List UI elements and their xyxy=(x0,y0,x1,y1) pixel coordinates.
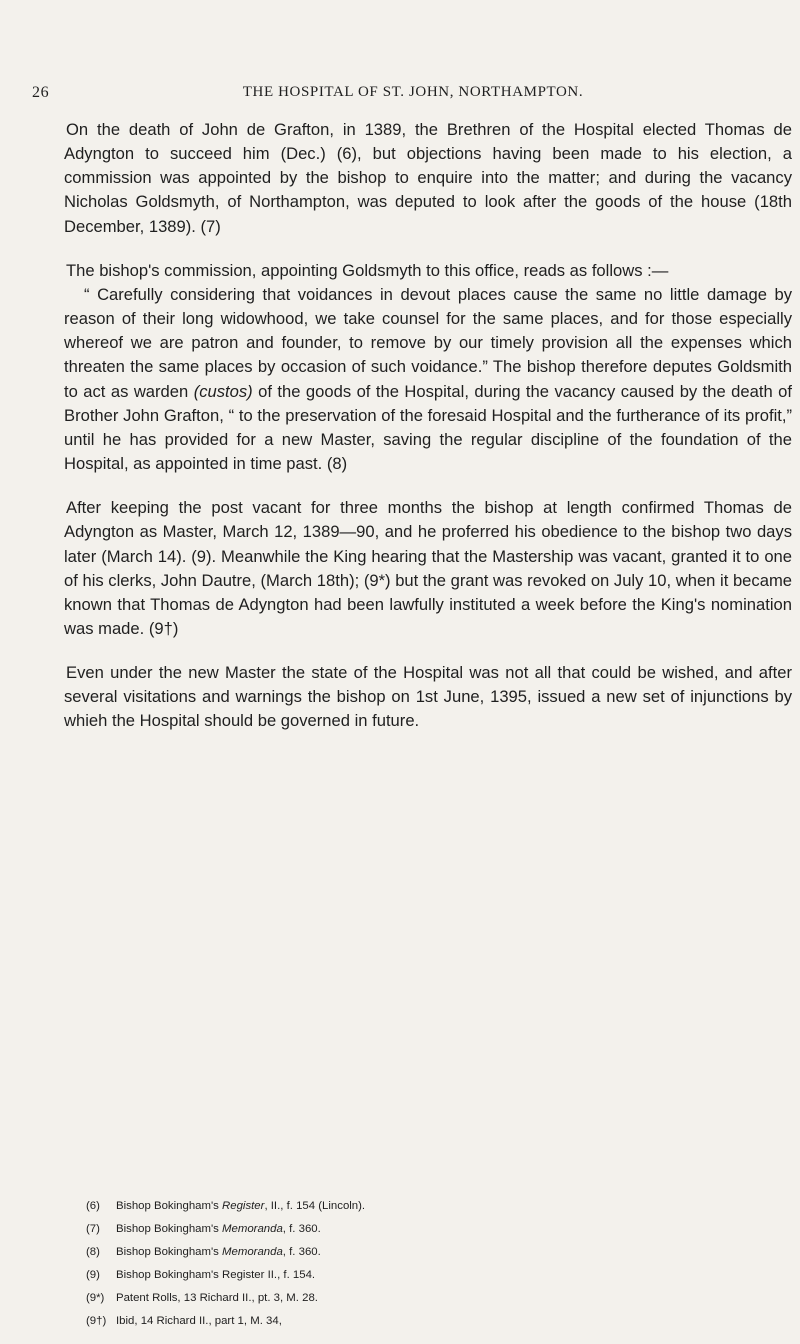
footnote-italic: Memoranda xyxy=(222,1245,283,1258)
footnote xyxy=(86,1287,786,1310)
footnote-text: Patent Rolls, 13 Richard II., pt. 3, M. 28. xyxy=(116,1291,318,1304)
page-header xyxy=(32,84,774,101)
footnote-text-rest: , f. 360. xyxy=(282,1222,321,1235)
footnote-text: Ibid, 14 Richard II., part 1, M. 34, xyxy=(116,1314,282,1327)
footnote xyxy=(86,1195,786,1218)
page-number: 26 xyxy=(32,84,50,101)
quote-italic-term: (custos) xyxy=(193,381,253,401)
quoted-commission-paragraph xyxy=(64,283,792,476)
main-text xyxy=(64,118,792,754)
footnote xyxy=(86,1264,786,1287)
footnote-mark: (9†) xyxy=(86,1314,107,1327)
footnote-mark: (8) xyxy=(86,1245,100,1258)
paragraph: The bishop's commission, appointing Goldsmyth to this office, reads as follows :— xyxy=(66,260,669,280)
running-title: THE HOSPITAL OF ST. JOHN, NORTHAMPTON. xyxy=(242,84,584,100)
footnote-text: Bishop Bokingham's xyxy=(116,1245,223,1258)
paragraph: After keeping the post vacant for three months the bishop at length confirmed Thomas de Adyngton as Master, March 12, 1389—90, and he proferred his obedience to the bishop two days later (March 14). (9). Meanwhile the King hearing that the Mastership was vacant, granted it to one of his clerks, John Dautre, (March 18th); (9*) but the grant was revoked on July 10, when it became known that Thomas de Adyngton had been lawfully instituted a week before the King's nomination was made. (9†) xyxy=(64,498,792,638)
paragraph: On the death of John de Grafton, in 1389, the Brethren of the Hospital elected Thomas de Adyngton to succeed him (Dec.) (6), but objections having been made to his election, a commission was appointed by the bishop to enquire into the matter; and during the vacancy Nicholas Goldsmyth, of Northampton, was deputed to look after the goods of the house (18th December, 1389). (7) xyxy=(64,120,792,236)
footnotes xyxy=(86,1195,786,1332)
footnote-text: Bishop Bokingham's Register II., f. 154. xyxy=(116,1268,316,1281)
footnote-italic: Register xyxy=(222,1200,265,1212)
footnote-text: Bishop Bokingham's xyxy=(116,1222,223,1235)
footnote-mark: (9*) xyxy=(86,1291,105,1304)
quote-text-after: of the goods of the Hospital, during the vacancy caused by the death of Brother John Grafton, “ to the preservation of the foresaid Hospital and the furtherance of its profit,” until he has provided for a new Master, saving the regular discipline of the foundation of the Hospital, as appointed in time past. (8) xyxy=(64,381,792,474)
quote-text-before: “ Carefully considering that voidances in devout places cause the same no little damage by reason of their long widowhood, we take counsel for the same places, and for those especially whereof we are patron and founder, to remove by our timely provision all the expenses which threaten the same places by occasion of such voidance.” The bishop therefore deputes Goldsmith to act as warden xyxy=(64,284,792,401)
footnote xyxy=(86,1310,786,1333)
footnote-text-rest: , II., f. 154 (Lincoln). xyxy=(264,1200,366,1212)
footnote-italic: Memoranda xyxy=(222,1222,283,1235)
footnote-text-rest: , f. 360. xyxy=(282,1245,321,1258)
footnote-text: Bishop Bokingham's xyxy=(116,1200,223,1212)
footnote-mark: (6) xyxy=(86,1200,100,1212)
footnote-mark: (9) xyxy=(86,1268,100,1281)
footnote xyxy=(86,1218,786,1241)
paragraph: Even under the new Master the state of the Hospital was not all that could be wished, and after several visitations and warnings the bishop on 1st June, 1395, issued a new set of injunctions by whieh the Hospital should be governed in future. xyxy=(64,663,792,731)
footnote xyxy=(86,1241,786,1264)
footnote-mark: (7) xyxy=(86,1222,100,1235)
